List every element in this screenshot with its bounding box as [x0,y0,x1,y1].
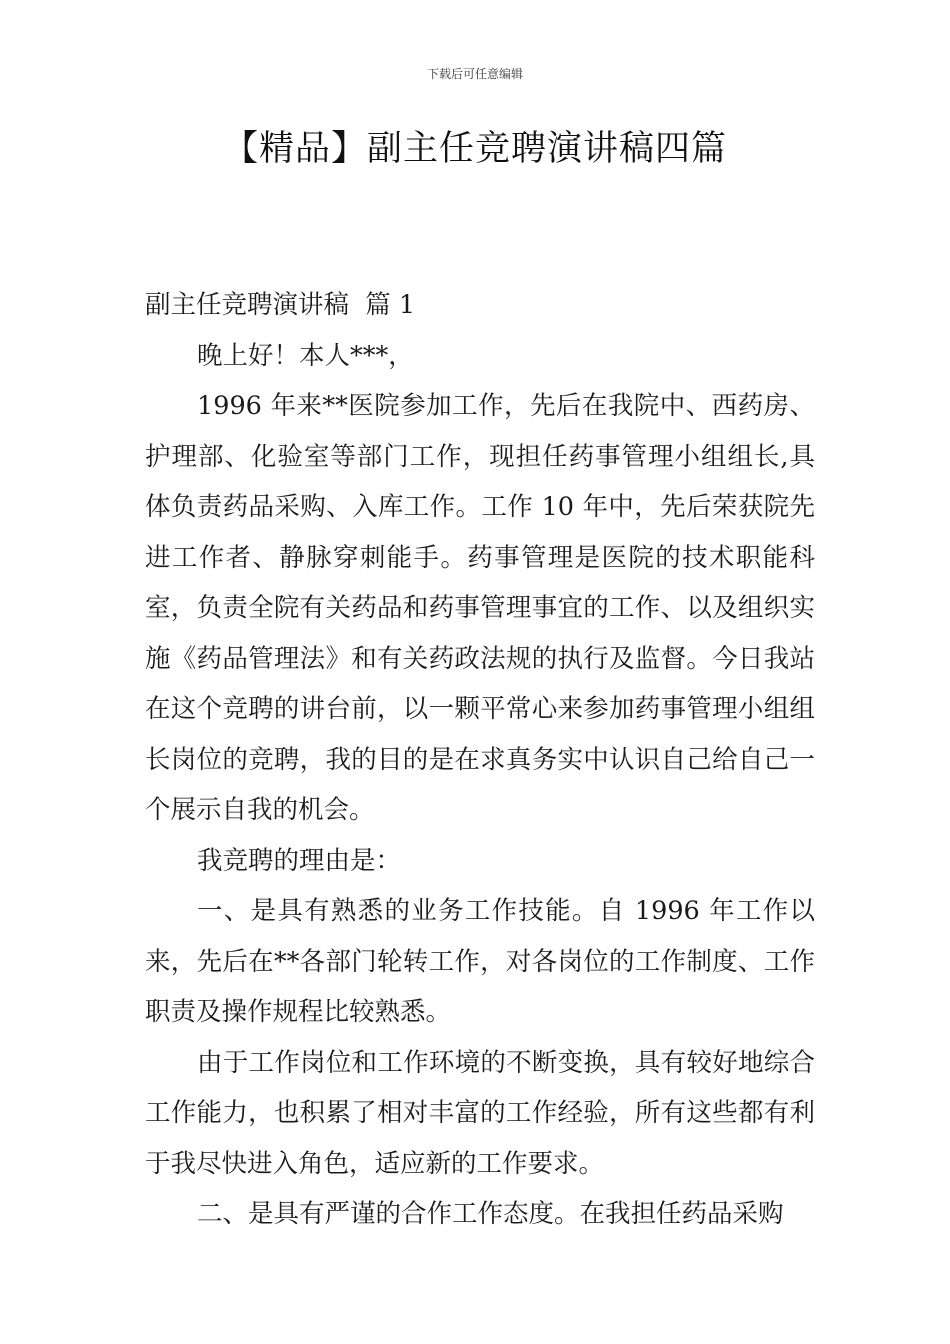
paragraph-reasons-intro: 我竞聘的理由是： [197,845,402,876]
paragraph-reason-one: 一、是具有熟悉的业务工作技能。自 1996 年工作以来，先后在**各部门轮转工作，对各岗位的工作制度、工作职责及操作规程比较熟悉。 [145,896,815,1027]
paragraph-greeting: 晚上好！本人***， [197,340,414,371]
header-note: 下载后可任意编辑 [426,67,523,81]
document-title: 【精品】副主任竞聘演讲稿四篇 [222,129,727,169]
paragraph-reason-two: 二、是具有严谨的合作工作态度。在我担任药品采购 [197,1199,784,1229]
paragraph-introduction: 1996 年来**医院参加工作，先后在我院中、西药房、护理部、化验室等部门工作，现担任药事管理小组组长,具体负责药品采购、入库工作。工作 10 年中，先后荣获院先进工作者、静脉穿刺能手。药事管理是医院的技术职能科室，负责全院有关药品和药事管理事宜的工作、以及组织实施《药品管理法》和有关药政法规的执行及监督。今日我站在这个竞聘的讲台前，以一颗平常心来参加药事管理小组组长岗位的竞聘，我的目的是在求真务实中认识自己给自己一个展示自我的机会。 [145,391,815,825]
document-body [145,280,815,1240]
section-heading: 副主任竞聘演讲稿 篇 1 [145,290,416,320]
paragraph-experience: 由于工作岗位和工作环境的不断变换，具有较好地综合工作能力，也积累了相对丰富的工作经验，所有这些都有利于我尽快进入角色，适应新的工作要求。 [145,1047,815,1179]
